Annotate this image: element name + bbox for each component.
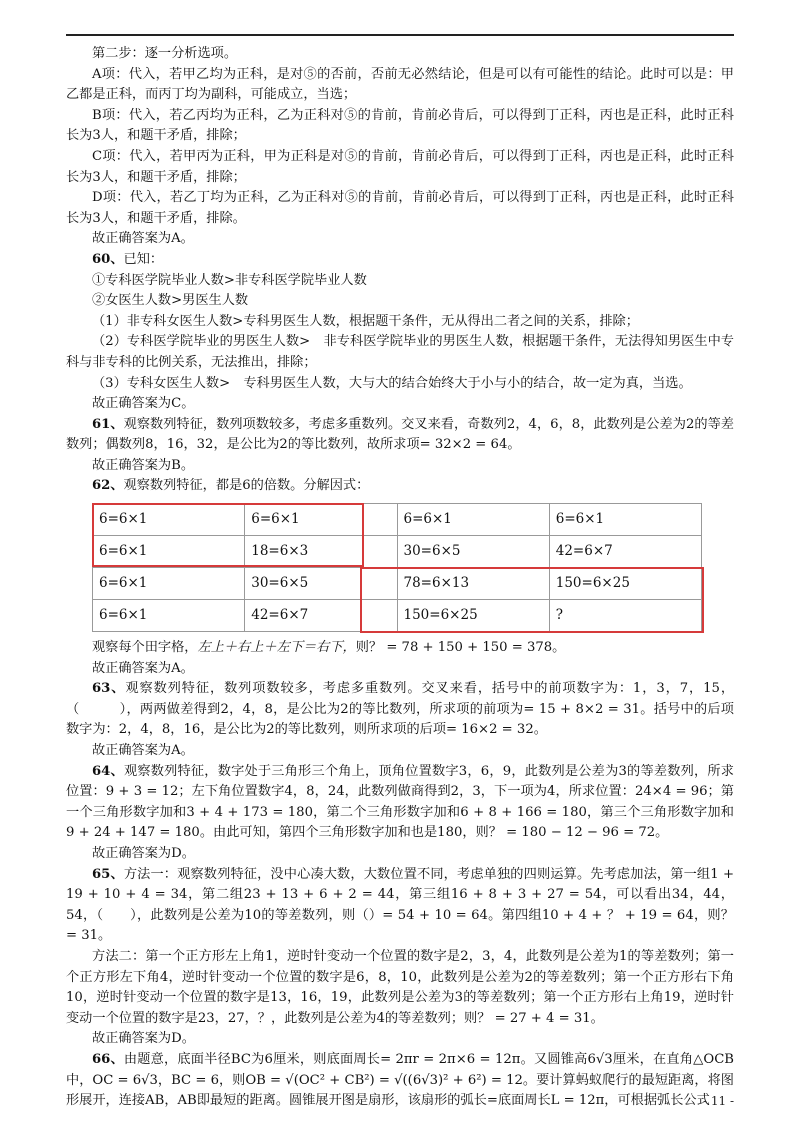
text-line: B项：代入，若乙丙均为正科，乙为正科对⑤的肯前，肯前必肯后，可以得到丁正科，丙也是正科，此时正科长为3人，和题干矛盾，排除； (66, 107, 734, 144)
observation-result: 则？ = 78 + 150 + 150 = 378。 (355, 640, 566, 656)
text-line: A项：代入，若甲乙均为正科，是对⑤的否前，否前无必然结论，但是可以有可能性的结论。此时可以是：甲乙都是正科，而丙丁均为副科，可能成立，当选； (66, 66, 734, 103)
question-number: 61、 (92, 416, 124, 432)
answer-line: 故正确答案为D。 (92, 846, 195, 861)
table-cell: 30=6×5 (397, 536, 549, 568)
question-text: 观察数列特征，数列项数较多，考虑多重数列。交叉来看，奇数列2，4，6，8，此数列是公差为2的等差数列；偶数列8，16，32，是公比为2的等比数列，故所求项= 32×2 = 64。 (66, 416, 734, 453)
page-body (66, 44, 734, 1112)
table-row (93, 536, 702, 568)
observation-text: 观察每个田字格， (92, 640, 198, 656)
question-66 (66, 1050, 734, 1112)
table-cell: 42=6×7 (245, 600, 397, 632)
question-61 (66, 415, 734, 456)
table-cell: 150=6×25 (549, 568, 701, 600)
page-number: - 11 - (702, 1094, 734, 1108)
answer-line: 故正确答案为A。 (92, 660, 194, 676)
question-text: 由题意，底面半径BC为6厘米，则底面周长= 2πr = 2π×6 = 12π。又圆锥高6√3厘米，在直角△OCB中，OC = 6√3，BC = 6，则OB = √(OC² + CB²) = √((6√3)² + 6²) = 12。要计算蚂蚁爬行的最短距离，将图形展开，连接AB，AB即最短的距离。圆锥展开图是扇形，该扇形的弧长=底面周长L = 12π，可根据弧长公式 (66, 1051, 734, 1109)
text-line: （1）非专科女医生人数>专科男医生人数，根据题干条件，无从得出二者之间的关系，排除； (92, 313, 639, 329)
text-line: C项：代入，若甲丙为正科，甲为正科是对⑤的肯前，肯前必肯后，可以得到丁正科，丙也是正科，此时正科长为3人，和题干矛盾，排除； (66, 148, 734, 185)
question-number: 64、 (92, 763, 124, 779)
table-cell: 6=6×1 (549, 504, 701, 536)
handwritten-formula: 左上＋右上＋左下＝右下， (197, 640, 356, 656)
answer-line: 故正确答案为B。 (92, 457, 195, 473)
question-60 (66, 250, 734, 271)
table-cell: 30=6×5 (245, 568, 397, 600)
table-cell: 150=6×25 (397, 600, 549, 632)
question-64 (66, 762, 734, 844)
question-62 (66, 476, 734, 497)
answer-line: 故正确答案为C。 (92, 396, 195, 412)
question-number: 60、 (92, 251, 124, 267)
text-line: D项：代入，若乙丁均为正科，乙为正科对⑤的肯前，肯前必肯后，可以得到丁正科，丙也是正科，此时正科长为3人，和题干矛盾，排除。 (66, 190, 734, 226)
answer-line: 故正确答案为A。 (92, 743, 194, 759)
question-number: 63、 (92, 681, 126, 697)
text-line: 第二步：逐一分析选项。 (92, 46, 238, 61)
question-65 (66, 865, 734, 947)
table-cell: 6=6×1 (93, 568, 245, 600)
question-text: 观察数列特征，数列项数较多，考虑多重数列。交叉来看，括号中的前项数字为：1，3，7，15，（ ），两两做差得到2，4，8，是公比为2的等比数列，所求项的前项为= 15 + 8×2 = 31。括号中的后项数字为：2，4，8，16，是公比为2的等比数列，则所求项的后项= 16×2 = 32。 (66, 681, 735, 738)
table-cell: 42=6×7 (549, 536, 701, 568)
question-text: 观察数列特征，都是6的倍数。分解因式： (123, 478, 370, 494)
factor-grid (92, 503, 702, 632)
table-cell: ? (549, 600, 701, 632)
observation-line (66, 638, 734, 659)
question-number: 66、 (92, 1051, 124, 1067)
table-cell: 78=6×13 (397, 568, 549, 600)
question-text: 方法一：观察数列特征，没中心凑大数，大数位置不同，考虑单独的四则运算。先考虑加法，第一组1 + 19 + 10 + 4 = 34，第二组23 + 13 + 6 + 2 = 44，第三组16 + 8 + 3 + 27 = 54，可以看出34，44，54，（ ），此数列是公差为10的等差数列，则（）= 54 + 10 = 64。第四组10 + 4 + ？ + 19 = 64，则？ = 31。 (66, 866, 734, 944)
question-text: 已知： (123, 251, 164, 267)
question-text: 观察数列特征，数字处于三角形三个角上，顶角位置数字3，6，9，此数列是公差为3的等差数列，所求位置：9 + 3 = 12；左下角位置数字4，8，24，此数列做商得到2，3，下一项为4，所求位置：24×4 = 96；第一个三角形数字加和3 + 4 + 173 = 180，第二个三角形数字加和6 + 8 + 166 = 180，第三个三角形数字加和9 + 24 + 147 = 180。由此可知，第四个三角形数字加和也是180，则？ = 180 − 12 − 96 = 72。 (66, 763, 734, 841)
table-cell: 18=6×3 (245, 536, 397, 568)
table-cell: 6=6×1 (397, 504, 549, 536)
table-row (93, 600, 702, 632)
text-line: 方法二：第一个正方形左上角1，逆时针变动一个位置的数字是2，3，4，此数列是公差为1的等差数列；第一个正方形左下角4，逆时针变动一个位置的数字是6，8，10，此数列是公差为2的等差数列；第一个正方形右下角10，逆时针变动一个位置的数字是13，16，19，此数列是公差为3的等差数列；第一个正方形右上角19，逆时针变动一个位置的数字是23，27，？，此数列是公差为4的等差数列；则？ = 27 + 4 = 31。 (66, 948, 734, 1026)
table-cell: 6=6×1 (93, 536, 245, 568)
table-cell: 6=6×1 (93, 600, 245, 632)
text-line: ②女医生人数>男医生人数 (92, 293, 249, 309)
table-row (93, 504, 702, 536)
table-cell: 6=6×1 (245, 504, 397, 536)
factor-table (92, 503, 702, 632)
question-63 (66, 679, 734, 741)
question-number: 65、 (92, 866, 124, 882)
table-row (93, 568, 702, 600)
text-line: （3）专科女医生人数> 专科男医生人数，大与大的结合始终大于小与小的结合，故一定为真，当选。 (92, 375, 692, 391)
answer-line: 故正确答案为D。 (92, 1031, 195, 1047)
question-number: 62、 (92, 478, 124, 494)
text-line: （2）专科医学院毕业的男医生人数> 非专科医学院毕业的男医生人数，根据题干条件，无法得知男医生中专科与非专科的比例关系，无法推出，排除； (66, 334, 734, 370)
answer-line: 故正确答案为A。 (92, 231, 194, 247)
table-cell: 6=6×1 (93, 504, 245, 536)
text-line: ①专科医学院毕业人数>非专科医学院毕业人数 (92, 272, 367, 288)
header-rule (66, 34, 734, 36)
